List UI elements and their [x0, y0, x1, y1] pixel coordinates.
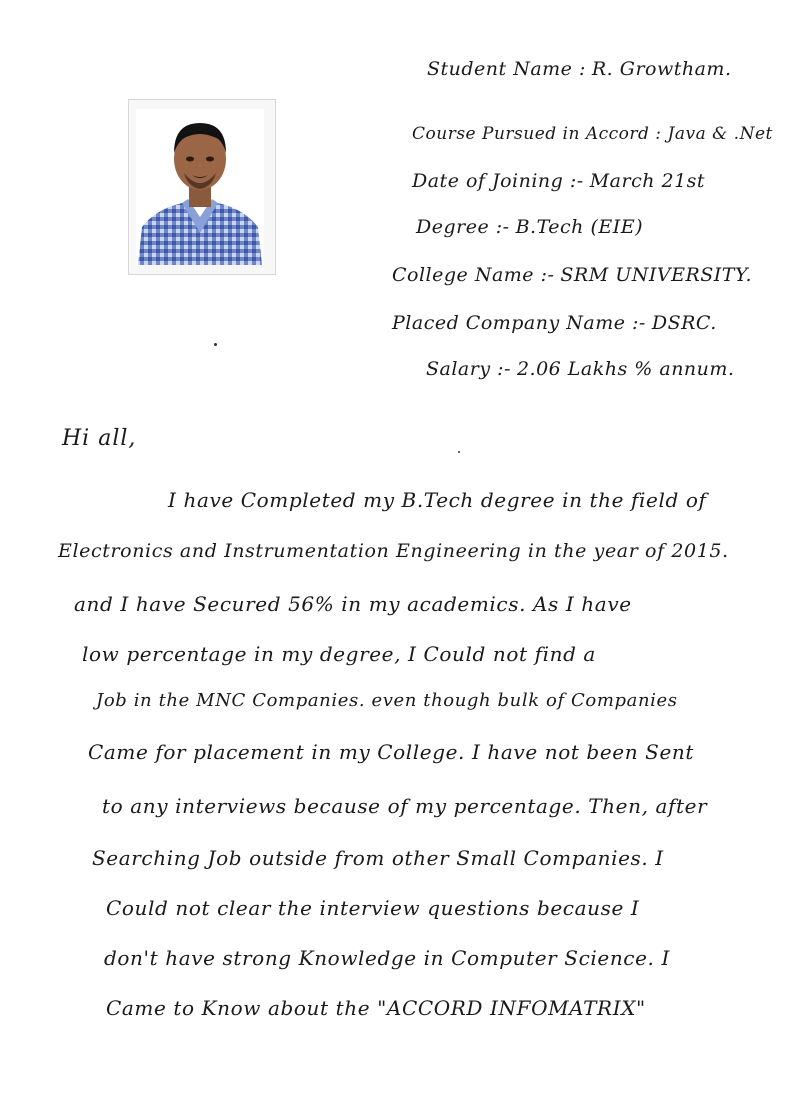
- letter-line: Electronics and Instrumentation Engineering in the year of 2015.: [58, 540, 729, 562]
- course-field: [412, 124, 773, 144]
- placed-company-value: DSRC.: [651, 312, 717, 334]
- college-label: College Name :-: [392, 264, 555, 286]
- date-of-joining-label: Date of Joining :-: [412, 170, 584, 192]
- letter-line: Came for placement in my College. I have not been Sent: [88, 740, 695, 764]
- ink-dot: [214, 343, 217, 346]
- student-photo-image: [136, 109, 264, 265]
- college-value: SRM UNIVERSITY.: [560, 264, 753, 286]
- college-field: [392, 264, 752, 286]
- student-photo-frame: [128, 99, 276, 275]
- letter-line: Came to Know about the "ACCORD INFOMATRIX": [106, 996, 646, 1020]
- course-label: Course Pursued in Accord :: [412, 124, 662, 144]
- letter-line: Job in the MNC Companies. even though bulk of Companies: [96, 690, 678, 711]
- student-name-field: [427, 58, 731, 80]
- letter-line: don't have strong Knowledge in Computer Science. I: [104, 946, 670, 970]
- letter-line: Could not clear the interview questions because I: [106, 896, 640, 920]
- placed-company-field: [392, 312, 717, 334]
- degree-value: B.Tech (EIE): [515, 216, 644, 238]
- placed-company-label: Placed Company Name :-: [392, 312, 646, 334]
- letter-line: low percentage in my degree, I Could not find a: [82, 642, 596, 666]
- ink-dot: [458, 451, 460, 453]
- letter-line: I have Completed my B.Tech degree in the field of: [168, 488, 707, 512]
- letter-line: to any interviews because of my percentage. Then, after: [102, 794, 708, 818]
- course-value: Java & .Net: [667, 124, 773, 144]
- letter-line: Searching Job outside from other Small Companies. I: [92, 846, 664, 870]
- student-photo: [136, 109, 264, 265]
- salary-field: [426, 358, 734, 380]
- degree-field: [416, 216, 643, 238]
- letter-line: and I have Secured 56% in my academics. As I have: [74, 592, 632, 616]
- salary-value: 2.06 Lakhs % annum.: [516, 358, 735, 380]
- student-name-label: Student Name :: [427, 58, 586, 80]
- date-of-joining-value: March 21st: [589, 170, 706, 192]
- degree-label: Degree :-: [416, 216, 510, 238]
- date-of-joining-field: [412, 170, 705, 192]
- salary-label: Salary :-: [426, 358, 511, 380]
- letter-greeting: Hi all,: [62, 426, 137, 451]
- student-name-value: R. Growtham.: [591, 58, 732, 80]
